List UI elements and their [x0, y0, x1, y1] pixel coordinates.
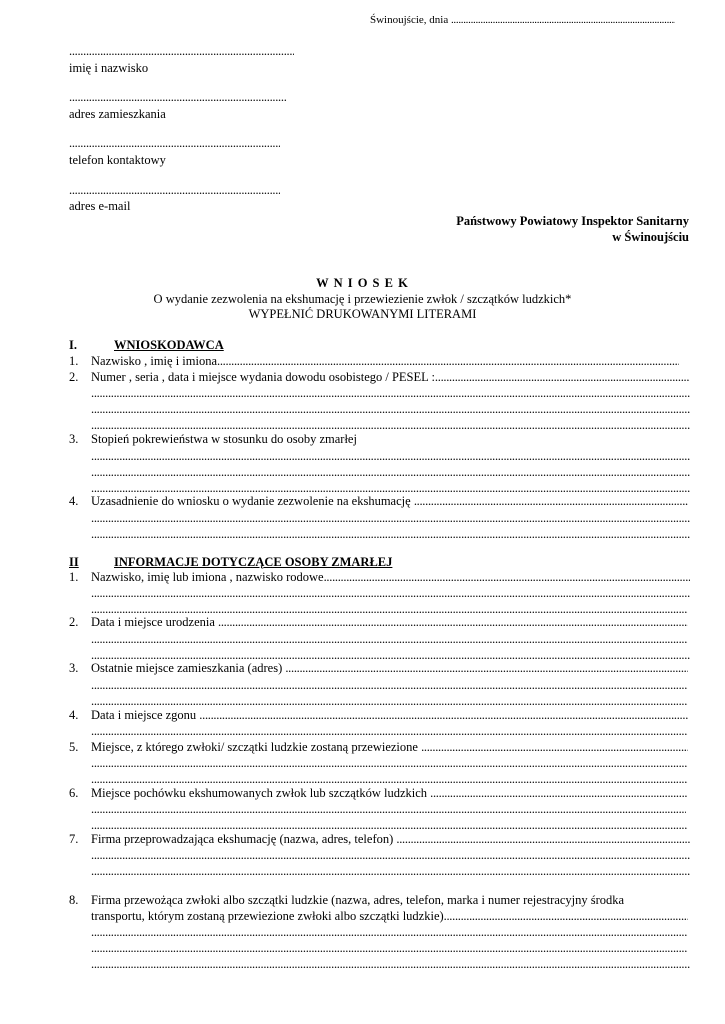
item-number: 5. — [69, 740, 79, 754]
phone-label: telefon kontaktowy — [69, 153, 166, 167]
field-label: Uzasadnienie do wniosku o wydanie zezwolenie na ekshumację — [91, 494, 411, 508]
field-label: transportu, którym zostaną przewiezione zwłoki albo szczątki ludzkie) — [91, 909, 444, 923]
field-label: Data i miejsce zgonu — [91, 708, 197, 722]
recipient-line-2: w Świnoujściu — [612, 230, 689, 244]
deceased-name-field[interactable] — [91, 570, 690, 585]
dotted-line[interactable] — [91, 694, 688, 709]
transport-company-label-line-1: Firma przewożąca zwłoki albo szczątki ludzkie (nazwa, adres, telefon, marka i numer rejestracyjny środka — [91, 893, 625, 907]
dotted-line[interactable] — [91, 925, 688, 940]
field-label: Numer , seria , data i miejsce wydania dowodu osobistego / PESEL : — [91, 370, 435, 384]
transport-origin-field[interactable] — [91, 740, 688, 755]
applicant-name-field[interactable] — [91, 354, 679, 369]
name-label: imię i nazwisko — [69, 61, 149, 75]
item-number: 6. — [69, 786, 79, 800]
address-dotted-line[interactable] — [69, 90, 287, 105]
dotted-line[interactable] — [91, 586, 690, 601]
item-number: 3. — [69, 432, 79, 446]
field-label: Ostatnie miejsce zamieszkania (adres) — [91, 661, 283, 675]
dotted-line[interactable] — [91, 402, 690, 417]
dotted-line[interactable] — [91, 802, 686, 817]
item-number: 7. — [69, 832, 79, 846]
field-label: Miejsce pochówku ekshumowanych zwłok lub szczątków ludzkich — [91, 786, 428, 800]
dotted-line[interactable] — [91, 941, 688, 956]
item-number: 3. — [69, 661, 79, 675]
item-number: 4. — [69, 708, 79, 722]
field-label: Data i miejsce urodzenia — [91, 615, 215, 629]
burial-place-field[interactable] — [91, 786, 688, 801]
birth-field[interactable] — [91, 615, 688, 630]
fill-instruction: WYPEŁNIĆ DRUKOWANYMI LITERAMI — [248, 307, 477, 321]
dotted-line[interactable] — [91, 848, 690, 863]
dotted-line[interactable] — [91, 386, 690, 401]
dotted-line[interactable] — [91, 957, 690, 972]
exhumation-company-field[interactable] — [91, 832, 690, 847]
email-dotted-line[interactable] — [69, 183, 280, 198]
id-document-field[interactable] — [91, 370, 690, 385]
recipient-line-1: Państwowy Powiatowy Inspektor Sanitarny — [456, 214, 689, 228]
document-subtitle: O wydanie zezwolenia na ekshumację i przewiezienie zwłok / szczątków ludzkich* — [153, 292, 572, 306]
item-number: 1. — [69, 354, 79, 368]
field-label: Nazwisko , imię i imiona — [91, 354, 218, 368]
dotted-line[interactable] — [91, 632, 688, 647]
place-date-field[interactable] — [370, 14, 675, 26]
place-date-label: Świnoujście, dnia — [370, 14, 449, 26]
dotted-line[interactable] — [91, 678, 688, 693]
item-number: 4. — [69, 494, 79, 508]
field-label: Nazwisko, imię lub imiona , nazwisko rodowe — [91, 570, 324, 584]
dotted-line[interactable] — [91, 449, 690, 464]
death-field[interactable] — [91, 708, 688, 723]
item-number: 8. — [69, 893, 79, 907]
email-label: adres e-mail — [69, 199, 131, 213]
item-number: 2. — [69, 615, 79, 629]
field-label: Firma przeprowadzająca ekshumację (nazwa, adres, telefon) — [91, 832, 394, 846]
section-1-number: I. — [69, 338, 77, 352]
dotted-line[interactable] — [91, 772, 688, 787]
section-1-title: WNIOSKODAWCA — [114, 338, 224, 352]
transport-company-field[interactable] — [91, 909, 688, 924]
dotted-line[interactable] — [91, 818, 688, 833]
document-title: W N I O S E K — [316, 276, 409, 290]
dotted-line[interactable] — [91, 418, 690, 433]
justification-field[interactable] — [91, 494, 688, 509]
dotted-line[interactable] — [91, 465, 690, 480]
dotted-line[interactable] — [91, 527, 690, 542]
dotted-line[interactable] — [91, 511, 690, 526]
dotted-line[interactable] — [91, 756, 688, 771]
phone-dotted-line[interactable] — [69, 136, 280, 151]
date-dotted-line — [451, 14, 675, 26]
address-label: adres zamieszkania — [69, 107, 166, 121]
section-2-number: II — [69, 555, 79, 569]
item-number: 1. — [69, 570, 79, 584]
dotted-line[interactable] — [91, 864, 690, 879]
name-dotted-line[interactable] — [69, 44, 294, 59]
item-number: 2. — [69, 370, 79, 384]
dotted-line[interactable] — [91, 724, 688, 739]
section-2-title: INFORMACJE DOTYCZĄCE OSOBY ZMARŁEJ — [114, 555, 393, 569]
relationship-label: Stopień pokrewieństwa w stosunku do osoby zmarłej — [91, 432, 357, 446]
field-label: Miejsce, z którego zwłoki/ szczątki ludzkie zostaną przewiezione — [91, 740, 418, 754]
last-address-field[interactable] — [91, 661, 688, 676]
